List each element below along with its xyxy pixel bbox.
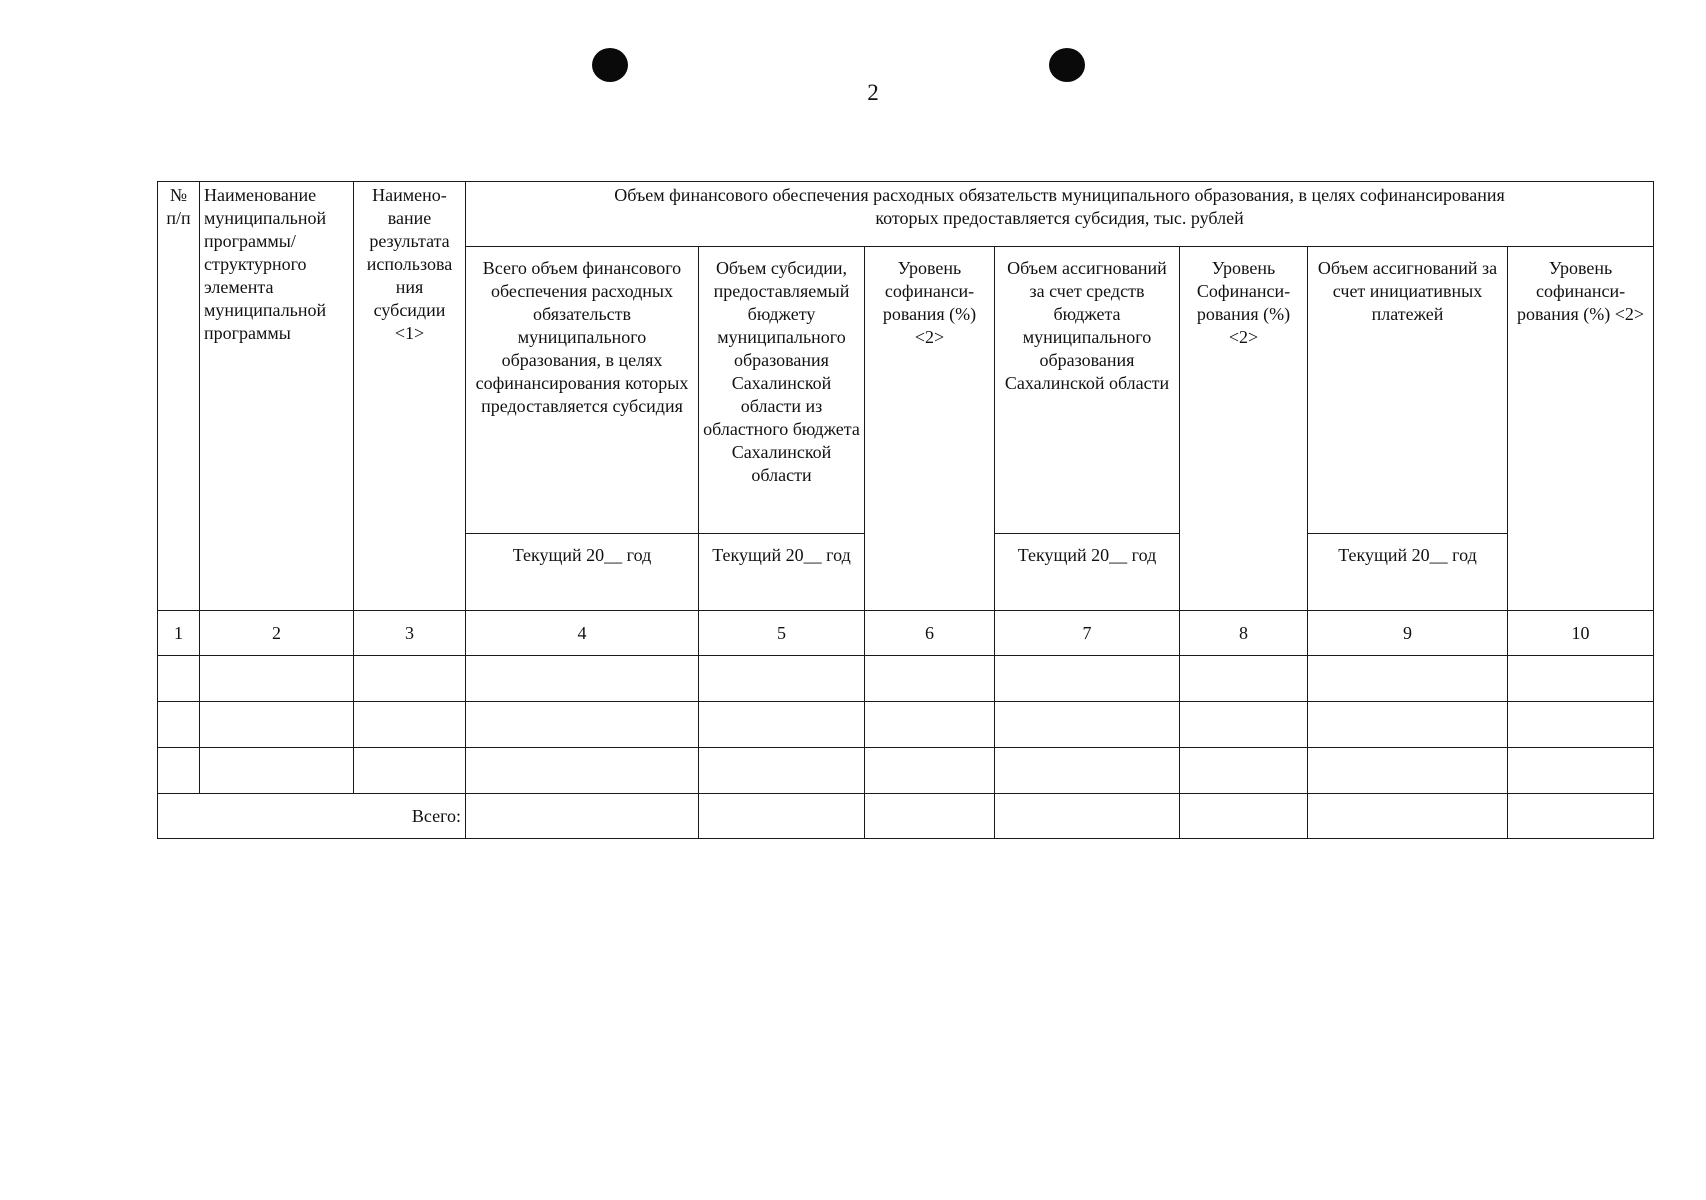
subheader-current-year-4: Текущий 20__ год: [466, 534, 699, 611]
punch-hole-left: [592, 48, 628, 82]
column-number: 3: [354, 611, 466, 656]
table-cell: [1508, 702, 1654, 748]
table-cell: [354, 748, 466, 794]
total-cell: [995, 794, 1180, 839]
header-initiative-payments: Объем ассигнований за счет инициативных платежей: [1308, 247, 1508, 534]
table-cell: [466, 656, 699, 702]
table-cell: [865, 748, 995, 794]
column-number: 2: [200, 611, 354, 656]
table-cell: [1308, 656, 1508, 702]
table-cell: [1308, 748, 1508, 794]
page-number: 2: [867, 80, 879, 105]
punch-hole-right: [1049, 48, 1085, 82]
header-municipal-allocations: Объем ассигнований за счет средств бюджета муниципального образования Сахалинской области: [995, 247, 1180, 534]
table-cell: [995, 748, 1180, 794]
table-cell: [865, 702, 995, 748]
header-cofinancing-level-3: Уровень софинанси-рования (%) <2>: [1508, 247, 1654, 611]
header-cofinancing-level-2: Уровень Софинанси-рования (%) <2>: [1180, 247, 1308, 611]
table-cell: [995, 656, 1180, 702]
total-cell: [1508, 794, 1654, 839]
table-cell: [354, 656, 466, 702]
table-cell: [995, 702, 1180, 748]
table-cell: [200, 656, 354, 702]
table-cell: [1180, 748, 1308, 794]
header-col-number: № п/п: [158, 182, 200, 611]
column-number: 5: [699, 611, 865, 656]
total-cell: [699, 794, 865, 839]
subheader-current-year-5: Текущий 20__ год: [699, 534, 865, 611]
table-cell: [158, 748, 200, 794]
table-cell: [200, 748, 354, 794]
table-row: [158, 748, 1654, 794]
table-cell: [699, 748, 865, 794]
table-cell: [1508, 748, 1654, 794]
header-row-1: [158, 182, 1654, 247]
total-cell: [1308, 794, 1508, 839]
table-row: [158, 656, 1654, 702]
column-number: 6: [865, 611, 995, 656]
header-total-volume: Всего объем финансового обеспечения расходных обязательств муниципального образования, в целях софинансирования которых предоставляется субсидия: [466, 247, 699, 534]
header-cofinancing-level-1: Уровень софинанси-рования (%) <2>: [865, 247, 995, 611]
header-result-name: Наимено-вание результата использова ния субсидии <1>: [354, 182, 466, 611]
table-cell: [354, 702, 466, 748]
total-cell: [1180, 794, 1308, 839]
header-financing-group: Объем финансового обеспечения расходных обязательств муниципального образования, в целях софинансирования которых предоставляется субсидия, тыс. рублей: [466, 182, 1654, 247]
column-number: 4: [466, 611, 699, 656]
total-cell: [466, 794, 699, 839]
column-number: 8: [1180, 611, 1308, 656]
table-cell: [158, 702, 200, 748]
subheader-current-year-7: Текущий 20__ год: [995, 534, 1180, 611]
table-cell: [699, 702, 865, 748]
column-numbers-row: [158, 611, 1654, 656]
table-cell: [158, 656, 200, 702]
table-cell: [1180, 702, 1308, 748]
total-row: [158, 794, 1654, 839]
header-subsidy-volume: Объем субсидии, предоставляемый бюджету муниципального образования Сахалинской области из областного бюджета Сахалинской области: [699, 247, 865, 534]
header-program-name: Наименование муниципальной программы/ структурного элемента муниципальной программы: [200, 182, 354, 611]
table-cell: [466, 748, 699, 794]
table-cell: [466, 702, 699, 748]
total-label: Всего:: [158, 794, 466, 839]
column-number: 9: [1308, 611, 1508, 656]
subsidy-financing-table: [157, 181, 1654, 839]
column-number: 10: [1508, 611, 1654, 656]
total-cell: [865, 794, 995, 839]
table-cell: [699, 656, 865, 702]
subheader-current-year-9: Текущий 20__ год: [1308, 534, 1508, 611]
column-number: 1: [158, 611, 200, 656]
table-cell: [1180, 656, 1308, 702]
table-row: [158, 702, 1654, 748]
table-cell: [865, 656, 995, 702]
column-number: 7: [995, 611, 1180, 656]
table-cell: [1308, 702, 1508, 748]
table-cell: [1508, 656, 1654, 702]
table-cell: [200, 702, 354, 748]
